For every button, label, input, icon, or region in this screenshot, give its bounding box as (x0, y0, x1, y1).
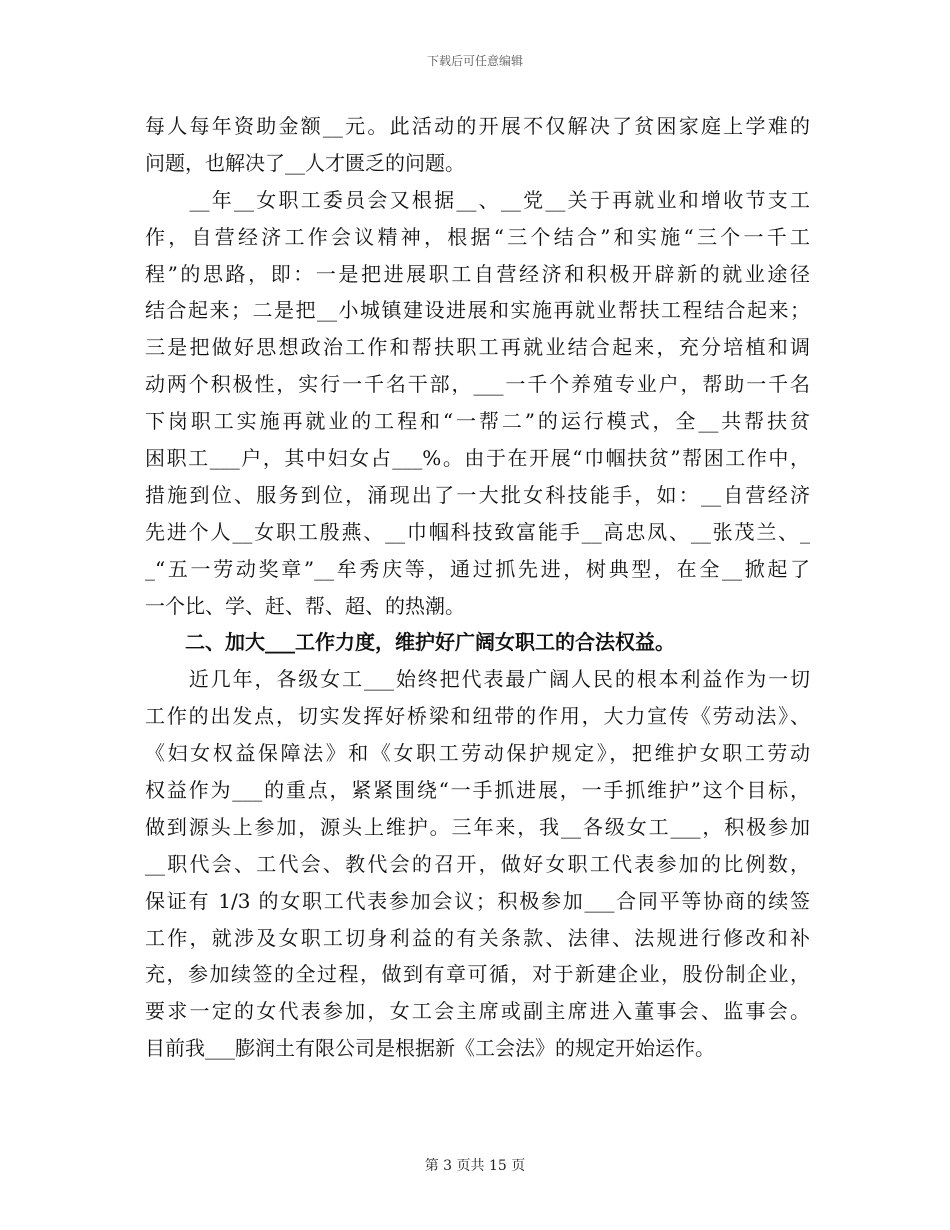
body-line: 问题，也解决了__人才匮乏的问题。 (145, 150, 465, 175)
body-line: _“五一劳动奖章”__牟秀庆等，通过抓先进，树典型，在全__掀起了 (145, 556, 810, 581)
body-line: 困职工___户，其中妇女占___%。由于在开展“巾帼扶贫”帮困工作中， (145, 446, 810, 471)
page-number: 第 3 页共 15 页 (424, 1158, 526, 1174)
body-line: 结合起来；二是把__小城镇建设进展和实施再就业帮扶工程结合起来； (145, 298, 810, 323)
body-line: 工作的出发点，切实发挥好桥梁和纽带的作用，大力宣传《劳动法》、 (145, 704, 810, 729)
body-line: 一个比、学、赶、帮、超、的热潮。 (145, 593, 465, 618)
body-line: 每人每年资助金额__元。此活动的开展不仅解决了贫困家庭上学难的 (145, 114, 810, 138)
body-line: 权益作为___的重点，紧紧围绕“一手抓进展，一手抓维护”这个目标， (145, 778, 810, 803)
document-body (145, 108, 810, 1067)
body-line: 保证有 1/3 的女职工代表参加会议；积极参加___合同平等协商的续签 (145, 888, 810, 913)
body-line: 《妇女权益保障法》和《女职工劳动保护规定》，把维护女职工劳动 (145, 741, 810, 766)
body-line: 措施到位、服务到位，涌现出了一大批女科技能手，如：__自营经济 (145, 482, 810, 507)
body-line: __年__女职工委员会又根据__、__党__关于再就业和增收节支工 (145, 187, 810, 212)
body-line: 要求一定的女代表参加，女工会主席或副主席进入董事会、监事会。 (145, 999, 810, 1024)
body-line: __职代会、工代会、教代会的召开，做好女职工代表参加的比例数， (145, 851, 810, 876)
body-line: 近几年，各级女工___始终把代表最广阔人民的根本利益作为一切 (145, 667, 810, 692)
body-line: 三是把做好思想政治工作和帮扶职工再就业结合起来，充分培植和调 (145, 335, 810, 360)
body-line: 做到源头上参加，源头上维护。三年来，我__各级女工___，积极参加 (145, 814, 810, 839)
body-line: 下岗职工实施再就业的工程和“一帮二”的运行模式，全__共帮扶贫 (145, 409, 810, 434)
body-line: 工作，就涉及女职工切身利益的有关条款、法律、法规进行修改和补 (145, 925, 810, 950)
body-line: 先进个人__女职工殷燕、__巾帼科技致富能手__高忠凤、__张茂兰、_ (145, 519, 810, 544)
page-header: 下载后可任意编辑 (426, 54, 523, 68)
body-line: 作，自营经济工作会议精神，根据“三个结合”和实施“三个一千工 (145, 224, 810, 249)
body-line: 充，参加续签的全过程，做到有章可循，对于新建企业，股份制企业， (145, 962, 810, 987)
body-line: 程”的思路，即：一是把进展职工自营经济和积极开辟新的就业途径 (145, 261, 810, 286)
body-line: 目前我___膨润土有限公司是根据新《工会法》的规定开始运作。 (145, 1036, 715, 1061)
body-line: 动两个积极性，实行一千名干部，___一千个养殖专业户，帮助一千名 (145, 372, 810, 397)
section-heading: 二、加大___工作力度，维护好广阔女职工的合法权益。 (145, 630, 675, 655)
